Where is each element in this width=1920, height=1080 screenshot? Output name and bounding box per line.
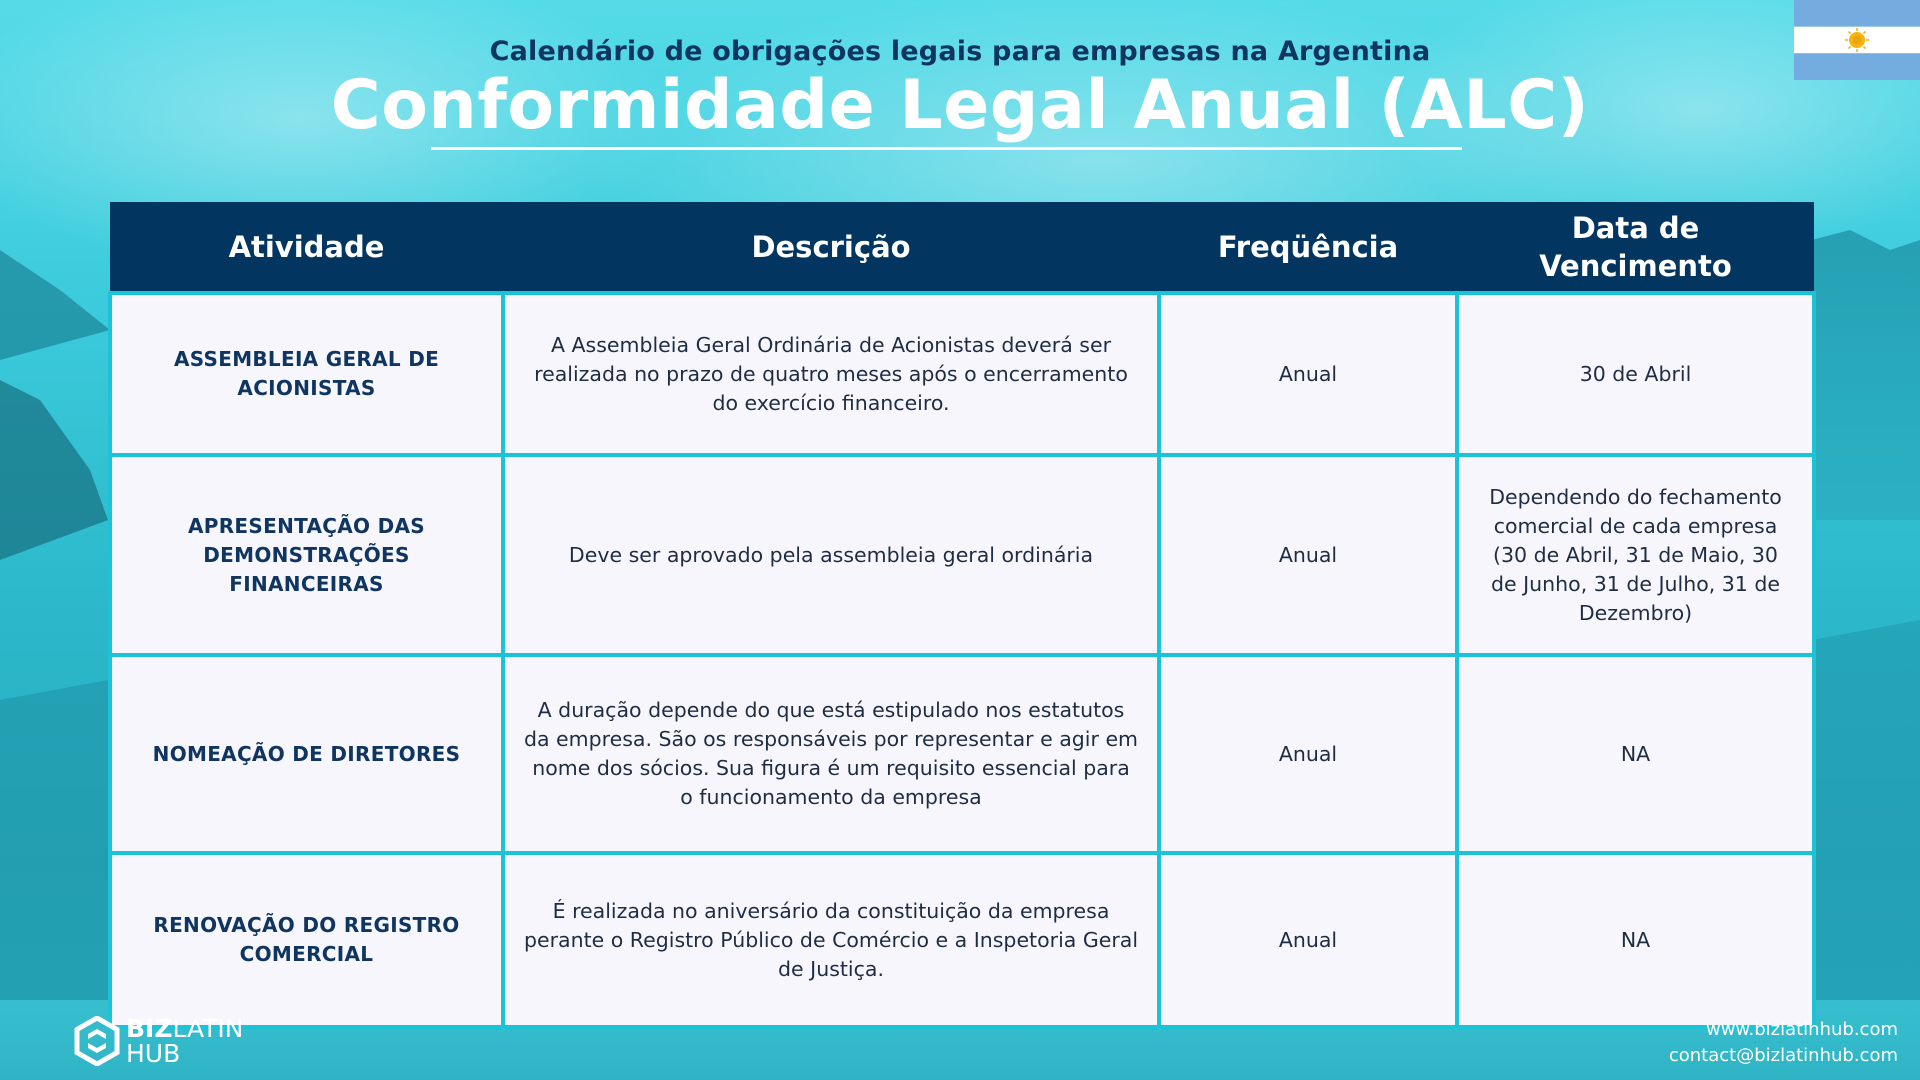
cell-frequencia: Anual — [1159, 655, 1457, 853]
logo-latin: LATIN — [172, 1014, 244, 1043]
logo-wordmark — [126, 1016, 244, 1066]
page-subtitle: Calendário de obrigações legais para empresas na Argentina — [489, 36, 1431, 67]
column-header-descricao: Descrição — [503, 202, 1159, 293]
table-row — [110, 455, 1814, 655]
contact-info — [1669, 1017, 1898, 1069]
compliance-table — [108, 202, 1812, 1029]
cell-descricao: A duração depende do que está estipulado nos estatutos da empresa. São os responsáveis por representar e agir em nome dos sócios. Sua figura é um requisito essencial para o funcionamento da empresa — [503, 655, 1159, 853]
email-link[interactable]: contact@bizlatinhub.com — [1668, 1045, 1898, 1066]
column-header-frequencia: Freqüência — [1159, 202, 1457, 293]
cell-vencimento: NA — [1457, 853, 1814, 1027]
cell-atividade: APRESENTAÇÃO DAS DEMONSTRAÇÕES FINANCEIRAS — [110, 455, 503, 655]
bizlatinhub-logo-icon — [74, 1016, 120, 1066]
cell-descricao: A Assembleia Geral Ordinária de Acionistas deverá ser realizada no prazo de quatro meses após o encerramento do exercício financeiro. — [503, 293, 1159, 455]
column-header-atividade: Atividade — [110, 202, 503, 293]
table-row — [110, 655, 1814, 853]
logo-hub: HUB — [126, 1039, 181, 1068]
argentina-flag-icon — [1794, 0, 1920, 80]
cell-frequencia: Anual — [1159, 455, 1457, 655]
cell-atividade: NOMEAÇÃO DE DIRETORES — [110, 655, 503, 853]
title-underline — [431, 147, 1462, 150]
logo-biz: BIZ — [126, 1014, 173, 1043]
cell-vencimento: 30 de Abril — [1457, 293, 1814, 455]
table-row — [110, 853, 1814, 1027]
table-row — [110, 293, 1814, 455]
cell-atividade: ASSEMBLEIA GERAL DE ACIONISTAS — [110, 293, 503, 455]
cell-vencimento: NA — [1457, 655, 1814, 853]
table-header-row — [110, 202, 1814, 293]
cell-atividade: RENOVAÇÃO DO REGISTRO COMERCIAL — [110, 853, 503, 1027]
website-link[interactable]: www.bizlatinhub.com — [1705, 1019, 1898, 1040]
cell-descricao: Deve ser aprovado pela assembleia geral ordinária — [503, 455, 1159, 655]
column-header-vencimento: Data de Vencimento — [1457, 202, 1814, 293]
cell-frequencia: Anual — [1159, 853, 1457, 1027]
page-title: Conformidade Legal Anual (ALC) — [330, 66, 1590, 145]
cell-frequencia: Anual — [1159, 293, 1457, 455]
bizlatinhub-logo[interactable] — [74, 1013, 244, 1069]
cell-vencimento: Dependendo do fechamento comercial de cada empresa (30 de Abril, 31 de Maio, 30 de Junho, 31 de Julho, 31 de Dezembro) — [1457, 455, 1814, 655]
cell-descricao: É realizada no aniversário da constituição da empresa perante o Registro Público de Comércio e a Inspetoria Geral de Justiça. — [503, 853, 1159, 1027]
